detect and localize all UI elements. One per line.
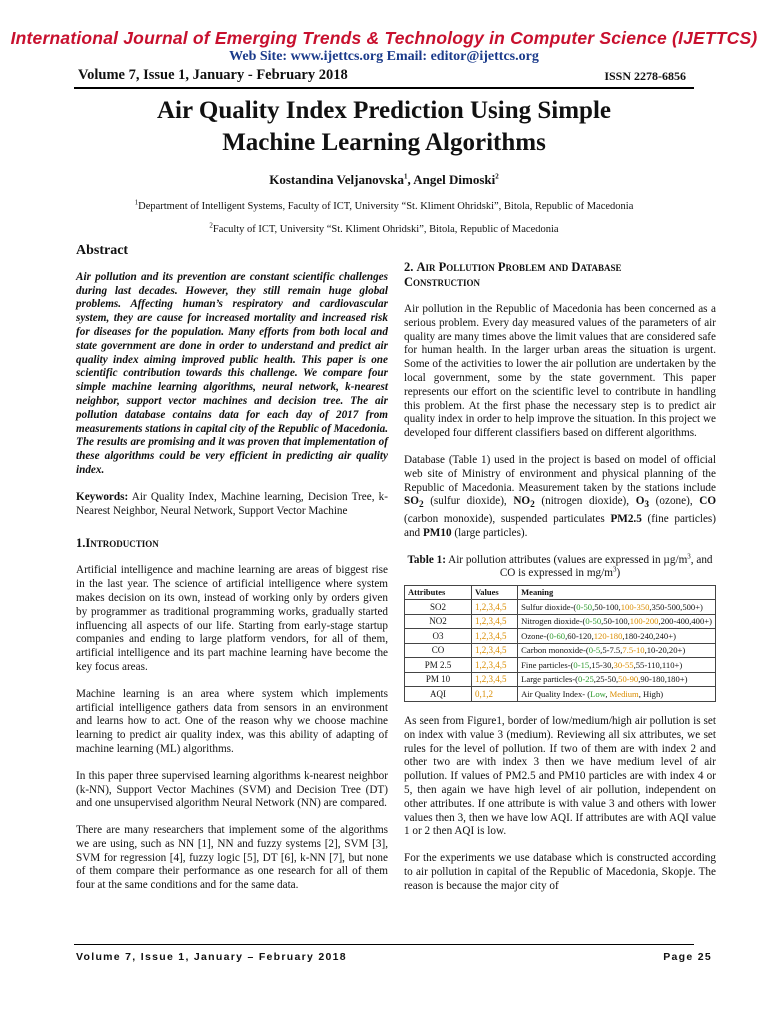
paragraph: Artificial intelligence and machine learning are areas of biggest rise in the last year. The science of artificial intelligence where system makes decision on its own, instead of working only by orders given by programmer as traditional programming works, gradually started influencing all aspects of our life. Starting from early-stage startup companies and ending to large platform vendors, for all of them, artificial intelligence and its part machine learning have become the key focus areas. — [76, 564, 388, 673]
section-title: Air Pollution Problem and Database — [416, 260, 622, 274]
journal-website-line: Web Site: www.ijettcs.org Email: editor@ijettcs.org — [229, 49, 539, 64]
meaning-name: Fine particles-( — [521, 659, 574, 670]
authors — [0, 172, 768, 188]
table-row — [405, 687, 716, 702]
range-medium: 30-55 — [613, 659, 634, 670]
table-row — [405, 629, 716, 644]
meaning-cell — [518, 600, 716, 615]
table-caption — [404, 554, 716, 581]
author-affiliation-mark: 2 — [495, 172, 499, 181]
table-header-cell: Values — [471, 585, 517, 600]
issn: ISSN 2278-6856 — [604, 69, 686, 83]
left-column — [76, 244, 388, 906]
meaning-cell — [518, 672, 716, 687]
formula-o3 — [635, 495, 650, 511]
subscript: 2 — [418, 500, 424, 511]
text-run: Air pollution attributes (values are expressed in µg/m — [445, 553, 688, 566]
paragraph: For the experiments we use database which is constructed according to air pollution in capital of the Republic of Macedonia, Skopje. The reason is because the major city of — [404, 852, 716, 892]
formula-so2 — [404, 495, 424, 511]
paragraph: As seen from Figure1, border of low/medium/high air pollution is set on index with value 3 (medium). Reviewing all six attributes, we set rules for the level of pollution. If two of them are with index 2 and other two are with index 3 then we have medium level of air pollution. If values of PM2.5 and PM10 particles are with index 4 or 5, then again we have high level of air pollution, independent on other attributes. If one attribute is with value 3 and others with lower values then 3, then we have low AQI. If attributes are with AQI value 1 or 2 then AQI is low. — [404, 714, 716, 838]
text-run: (carbon monoxide), suspended particulates — [404, 513, 611, 526]
text-run: (ozone), — [649, 495, 700, 508]
values-cell: 1,2,3,4,5 — [471, 672, 517, 687]
affiliation-mark: 1 — [134, 198, 139, 207]
range-sep: ,50-100, — [601, 616, 630, 627]
range-low: Low — [590, 688, 606, 699]
values-cell: 1,2,3,4,5 — [471, 600, 517, 615]
paper-title — [74, 95, 694, 159]
right-column — [404, 260, 716, 907]
range-medium: 100-200 — [629, 616, 659, 627]
section-heading — [76, 536, 388, 551]
author-separator: , — [407, 172, 414, 187]
paragraph — [404, 454, 716, 541]
meaning-name: Sulfur dioxide-( — [521, 601, 577, 612]
range-high: ,350-500,500+) — [649, 601, 703, 612]
affiliation — [0, 221, 768, 235]
range-medium: 100-350 — [620, 601, 650, 612]
footer-rule — [74, 944, 694, 945]
volume-info: Volume 7, Issue 1, January - February 2018 — [78, 67, 348, 83]
range-sep: ,50-100, — [592, 601, 621, 612]
range-sep: ,15-30, — [589, 659, 614, 670]
range-high: ,55-110,110+) — [633, 659, 683, 670]
range-low: 0-50 — [576, 601, 593, 612]
paragraph: There are many researchers that implement some of the algorithms we are using, such as NN [1], NN and fuzzy systems [2], SVM [3], SVM for regression [4], fuzzy logic [5], DT [6], k-NN [7], but none of them compare their performance as one research for all of them four at the same conditions and for the same data. — [76, 824, 388, 892]
header-rule — [74, 87, 694, 89]
formula-pm10: PM10 — [422, 527, 452, 540]
attributes-table — [404, 585, 716, 702]
text-run: (large particles). — [451, 527, 528, 540]
formula-co: CO — [699, 495, 717, 508]
section-title: Construction — [404, 275, 481, 289]
range-low: 0-50 — [585, 616, 602, 627]
text-run: SO — [404, 495, 419, 508]
range-high: ,180-240,240+) — [622, 630, 676, 641]
paragraph: Machine learning is an area where system which implements artificial intelligence gathers data from sensors in an environment and learns how to act. One of the reason why we choose machine learning to predict air quality index, was this ability of adapting of machine learning (ML) algorithms. — [76, 687, 388, 755]
superscript: 3 — [687, 552, 691, 561]
paragraph: Air pollution in the Republic of Macedonia has been concerned as a serious problem. Every day measured values of the parameters of air quality are many times above the limit values that are considered safe for human health. In the larger urban areas the situation is urgent. Some of the activities to lower the air pollution are undertaken by the local government, some by the state government. This paper represents our effort on the scientific level to contribute in handling this problem. At the first phase the necessary step is to predict air quality index in order to help improve the situation. In this project we developed four different classifiers based on different algorithms. — [404, 303, 716, 440]
attribute-cell: NO2 — [405, 614, 472, 629]
formula-no2 — [513, 495, 535, 511]
attribute-cell: PM 2.5 — [405, 658, 472, 673]
values-cell: 1,2,3,4,5 — [471, 643, 517, 658]
range-medium: 7.5-10 — [622, 645, 645, 656]
range-medium: Medium — [609, 688, 639, 699]
affiliation-text: Department of Intelligent Systems, Faculty of ICT, University “St. Kliment Ohridski”, Bitola, Republic of Macedonia — [138, 201, 634, 212]
table-header-cell: Meaning — [518, 585, 716, 600]
paper-title-line: Air Quality Index Prediction Using Simple — [157, 97, 611, 124]
subscript: 2 — [530, 500, 535, 511]
abstract-heading: Abstract — [76, 243, 129, 258]
range-high: , High) — [638, 688, 664, 699]
meaning-name: Large particles-( — [521, 674, 579, 685]
paragraph: In this paper three supervised learning algorithms k-nearest neighbor (k-NN), Support Vector Machines (SVM) and Decision Tree (DT) and one unsupervised algorithm Neural Network (NN) are compared. — [76, 769, 388, 810]
journal-title: International Journal of Emerging Trends & Technology in Computer Science (IJETTCS) — [10, 28, 758, 48]
table-header-cell: Attributes — [405, 585, 472, 600]
range-medium: 120-180 — [593, 630, 623, 641]
meaning-name: Carbon monoxide-( — [521, 645, 589, 656]
range-low: 0-60 — [549, 630, 566, 641]
table-row — [405, 614, 716, 629]
range-high: ,10-20,20+) — [644, 645, 686, 656]
range-medium: 50-90 — [618, 674, 639, 685]
author-affiliation-mark: 1 — [403, 172, 408, 181]
paper-title-line: Machine Learning Algorithms — [222, 129, 546, 156]
range-sep: ,25-50, — [593, 674, 619, 685]
section-number: 1. — [76, 536, 86, 551]
footer-volume: Volume 7, Issue 1, January – February 2018 — [76, 951, 347, 963]
text-run: Database (Table 1) used in the project is based on model of official web site of Ministry of environment and physical planning of the Republic of Macedonia. Measurement taken by the stations include — [404, 453, 716, 494]
meaning-cell — [518, 643, 716, 658]
keywords-label: Keywords: — [76, 490, 129, 503]
values-cell: 1,2,3,4,5 — [471, 658, 517, 673]
range-sep: ,5-7.5, — [600, 645, 623, 656]
text-run: , and CO is expressed in mg/m — [499, 553, 713, 580]
caption-label: Table 1: — [407, 553, 446, 566]
text-run: O — [635, 495, 645, 508]
meaning-name: Nitrogen dioxide-( — [521, 616, 586, 627]
affiliation-mark: 2 — [209, 221, 213, 230]
attribute-cell: CO — [405, 643, 472, 658]
table-body — [405, 600, 716, 702]
text-run: (sulfur dioxide), — [423, 495, 514, 508]
attribute-cell: SO2 — [405, 600, 472, 615]
superscript: 3 — [612, 565, 617, 574]
meaning-name: Ozone-( — [521, 630, 550, 641]
meaning-cell — [518, 614, 716, 629]
values-cell: 1,2,3,4,5 — [471, 629, 517, 644]
section-number: 2. — [404, 260, 417, 274]
affiliation — [0, 198, 768, 212]
attribute-cell: PM 10 — [405, 672, 472, 687]
range-low: 0-5 — [588, 645, 601, 656]
table-row — [405, 600, 716, 615]
attribute-cell: O3 — [405, 629, 472, 644]
table-row — [405, 672, 716, 687]
meaning-cell — [518, 687, 716, 702]
meaning-cell — [518, 658, 716, 673]
range-high: ,200-400,400+) — [658, 616, 712, 627]
affiliation-text: Faculty of ICT, University “St. Kliment Ohridski”, Bitola, Republic of Macedonia — [212, 224, 559, 235]
section-heading — [404, 260, 716, 290]
text-run: (fine particles) and — [404, 513, 716, 540]
values-cell: 1,2,3,4,5 — [471, 614, 517, 629]
page-number: Page 25 — [663, 951, 712, 963]
text-run: NO — [513, 495, 531, 508]
range-sep: , — [605, 688, 610, 699]
range-low: 0-25 — [578, 674, 594, 685]
range-high: ,90-180,180+) — [638, 674, 688, 685]
abstract-text: Air pollution and its prevention are constant scientific challenges during last decades. However, they still remain huge global problems. Affecting human’s respiratory and cardiovascular system, they are cause for increased mortality and increased risk for diseases for the population. Many efforts from both local and state government are done in order to understand and predict air quality index aiming improved public health. This paper is one scientific contribution towards this challenge. We compare four simple machine learning algorithms, neural network, k-nearest neighbor, support vector machines and decision tree. The air pollution database contains data for each day of 2017 from measurements stations in capital city of the Republic of Macedonia. The results are promising and it was proven that implementation of these algorithms could be very efficient in predicting air quality index. — [76, 270, 389, 476]
author-name: Kostandina Veljanovska — [269, 172, 404, 187]
author-name: Angel Dimoski — [413, 172, 496, 187]
values-cell: 0,1,2 — [471, 687, 517, 702]
formula-pm25: PM2.5 — [610, 513, 642, 526]
text-run: (nitrogen dioxide), — [534, 495, 636, 508]
keywords — [76, 491, 388, 519]
meaning-cell — [518, 629, 716, 644]
section-title: Introduction — [85, 536, 159, 551]
subscript: 3 — [644, 500, 650, 511]
range-sep: ,60-120, — [565, 630, 594, 641]
keywords-text: Air Quality Index, Machine learning, Decision Tree, k-Nearest Neighbor, Neural Network, Support Vector Machine — [76, 490, 388, 517]
table-row — [405, 658, 716, 673]
attribute-cell: AQI — [405, 687, 472, 702]
meaning-name: Air Quality Index- ( — [521, 688, 591, 699]
table-header-row — [405, 585, 716, 600]
range-low: 0-15 — [573, 659, 590, 670]
table-row — [405, 643, 716, 658]
text-run: ) — [616, 567, 621, 580]
